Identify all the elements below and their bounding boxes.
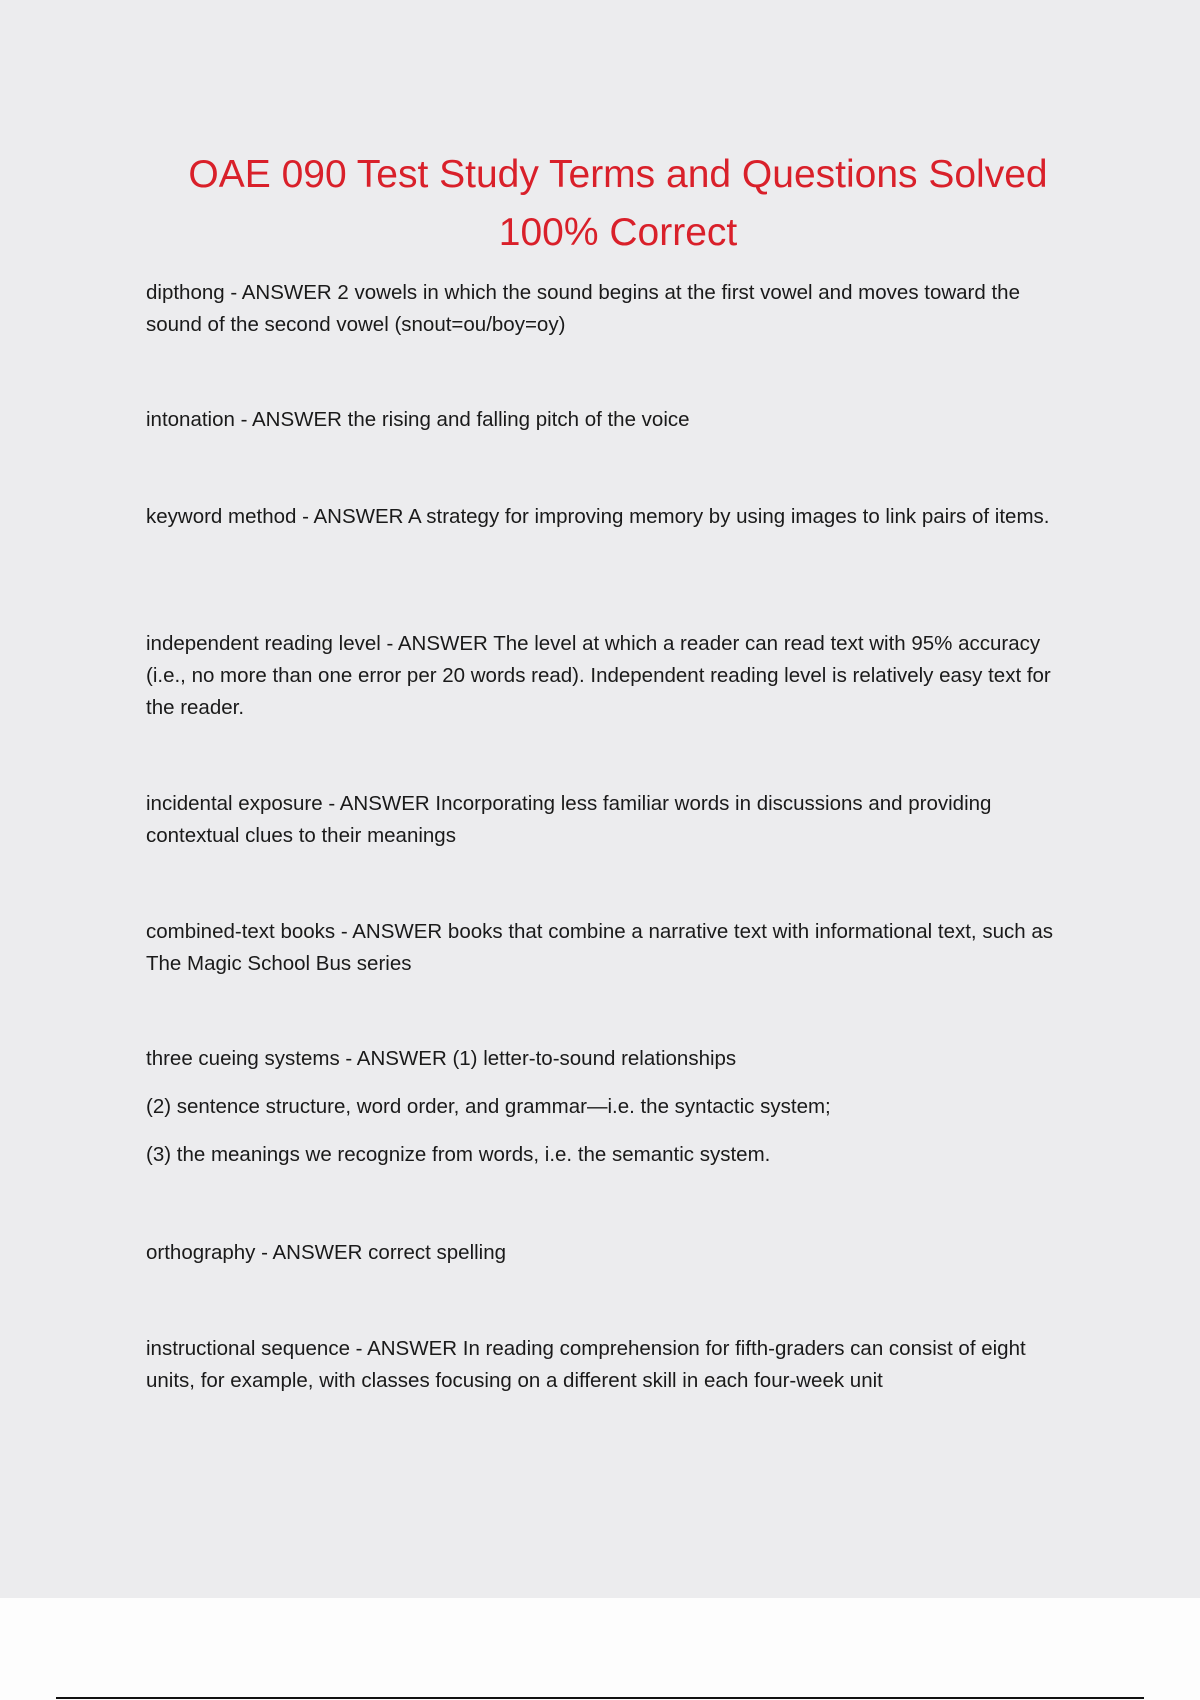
entry-text: three cueing systems - ANSWER (1) letter-to-sound relationships [146, 1047, 737, 1070]
page-footer [0, 1598, 1200, 1700]
footer-divider [56, 1697, 1144, 1699]
entry-text: intonation - ANSWER the rising and falling pitch of the voice [146, 408, 690, 431]
term-entry-combined-text-books [146, 916, 1066, 980]
term-entry-keyword-method [146, 501, 1066, 533]
entry-text: dipthong - ANSWER 2 vowels in which the sound begins at the first vowel and moves toward the sound of the second vowel (snout=ou/boy=oy) [146, 281, 1020, 336]
entry-text: incidental exposure - ANSWER Incorporating less familiar words in discussions and providing contextual clues to their meanings [146, 792, 992, 847]
title-line-2: 100% Correct [498, 211, 738, 254]
term-entry-dipthong [146, 277, 1066, 341]
entry-text: independent reading level - ANSWER The level at which a reader can read text with 95% accuracy (i.e., no more than one error per 20 words read). Independent reading level is relatively easy text for the reader. [146, 632, 1051, 719]
entry-text: combined-text books - ANSWER books that combine a narrative text with informational text, such as The Magic School Bus series [146, 920, 1053, 975]
term-entry-orthography [146, 1237, 1066, 1269]
document-title [0, 146, 1200, 262]
entry-text-line-2: (2) sentence structure, word order, and grammar—i.e. the syntactic system; [146, 1095, 831, 1118]
entry-text: keyword method - ANSWER A strategy for improving memory by using images to link pairs of items. [146, 505, 1050, 528]
term-entry-intonation [146, 404, 1066, 436]
term-entry-three-cueing-systems [146, 1043, 1066, 1171]
term-entry-instructional-sequence [146, 1333, 1066, 1397]
title-line-1: OAE 090 Test Study Terms and Questions Solved [188, 153, 1048, 196]
term-entry-incidental-exposure [146, 788, 1066, 852]
entry-text: instructional sequence - ANSWER In reading comprehension for fifth-graders can consist of eight units, for example, with classes focusing on a different skill in each four-week unit [146, 1337, 1026, 1392]
entry-text-line-3: (3) the meanings we recognize from words, i.e. the semantic system. [146, 1143, 771, 1166]
entry-text: orthography - ANSWER correct spelling [146, 1241, 507, 1264]
term-entry-independent-reading-level [146, 628, 1066, 724]
